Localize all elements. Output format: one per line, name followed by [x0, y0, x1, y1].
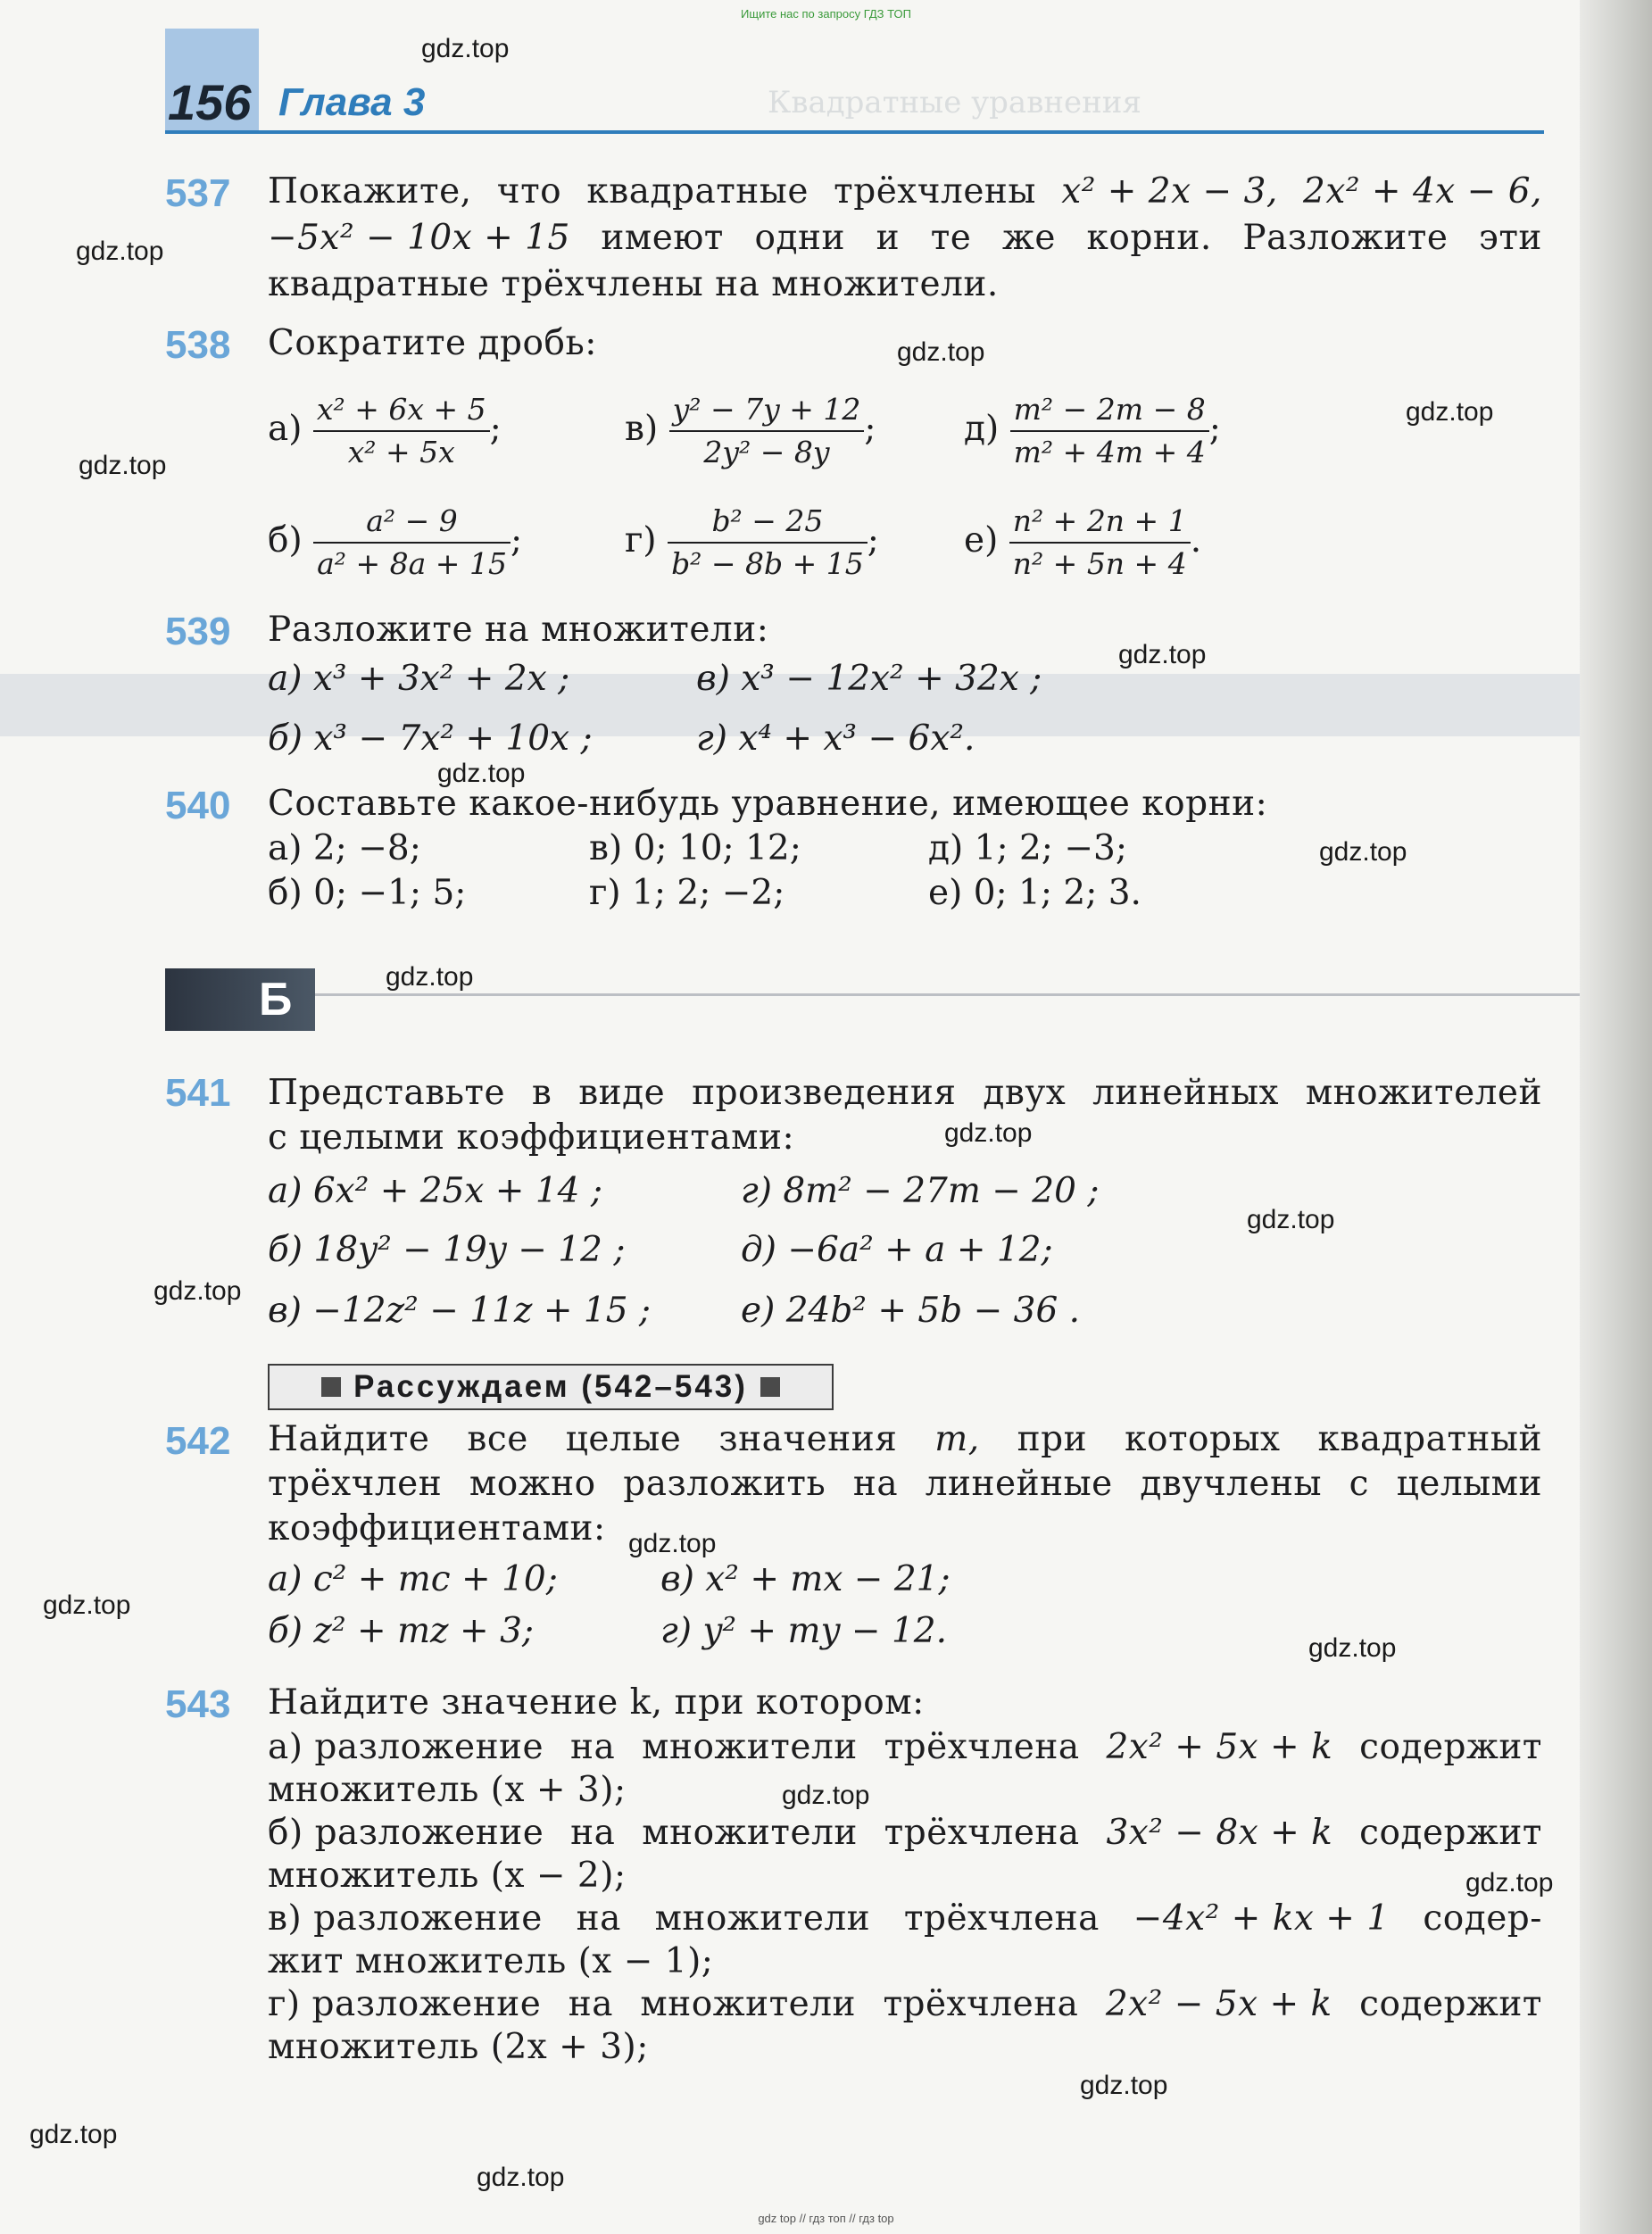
text-line	[268, 1984, 1542, 2027]
word: на	[568, 1984, 613, 2024]
problem-number: 541	[165, 1071, 231, 1115]
word: трёхчлена	[903, 1898, 1100, 1939]
reasoning-box	[268, 1364, 834, 1410]
watermark-label: gdz.top	[1465, 1868, 1554, 1898]
word: целые	[565, 1419, 682, 1459]
word: трёхчлены	[834, 171, 1036, 212]
watermark-label: gdz.top	[76, 237, 164, 266]
word: трёхчлена	[884, 1813, 1080, 1853]
word: квадратные	[586, 171, 809, 212]
exercise-538-b	[268, 504, 522, 581]
square-marker-icon	[760, 1377, 780, 1397]
exercise-540-d: д) 1; 2; −3;	[928, 828, 1127, 868]
word: содержит	[1359, 1727, 1542, 1767]
fraction	[669, 393, 865, 469]
word: линейных	[1092, 1073, 1279, 1113]
problem-543-items	[268, 1727, 1542, 2070]
exercise-538-a	[268, 393, 502, 469]
section-b-label: Б	[259, 974, 293, 1026]
punct: ;	[489, 408, 502, 449]
watermark-label: gdz.top	[628, 1529, 717, 1558]
exercise-541-d: д) −6a² + a + 12;	[741, 1230, 1053, 1270]
exercise-542-a: а) c² + mc + 10;	[268, 1559, 558, 1599]
word: б) разложение	[268, 1813, 544, 1853]
word: виде	[578, 1073, 666, 1113]
item-label: е)	[964, 519, 999, 561]
text-line: множитель (x − 2);	[268, 1856, 627, 1896]
text-line: жит множитель (x − 1);	[268, 1941, 714, 1981]
denominator: x² + 5x	[347, 434, 455, 469]
word: линейные	[925, 1464, 1113, 1504]
exercise-540-b: б) 0; −1; 5;	[268, 873, 467, 913]
word: которых	[1125, 1419, 1281, 1459]
word: содержит	[1359, 1813, 1542, 1853]
problem-number: 539	[165, 610, 231, 653]
math-variable: m,	[934, 1419, 980, 1459]
word: Покажите,	[268, 171, 472, 212]
page-edge-shadow	[1580, 0, 1652, 2234]
exercise-541-b: б) 18y² − 19y − 12 ;	[268, 1230, 626, 1270]
word: значения	[718, 1419, 898, 1459]
watermark-label: gdz.top	[29, 2120, 118, 2149]
word: корни.	[1086, 218, 1212, 258]
denominator: n² + 5n + 4	[1012, 545, 1187, 581]
word: на	[576, 1898, 621, 1939]
word: трёхчлен	[268, 1464, 443, 1504]
section-divider	[315, 993, 1580, 996]
word: все	[467, 1419, 528, 1459]
watermark-label: gdz.top	[1118, 640, 1207, 669]
text-line	[268, 1464, 1542, 1508]
watermark-label: gdz.top	[1319, 837, 1407, 867]
item-label: а)	[268, 408, 303, 449]
word: г) разложение	[268, 1984, 542, 2024]
math-expression: −5x² − 10x + 15	[268, 218, 570, 258]
exercise-542-v: в) x² + mx − 21;	[660, 1559, 951, 1599]
numerator: a² − 9	[313, 504, 511, 544]
denominator: 2y² − 8y	[703, 434, 830, 469]
problem-number: 540	[165, 784, 231, 827]
punct: ;	[1208, 408, 1221, 449]
numerator: y² − 7y + 12	[669, 393, 865, 432]
exercise-542-g: г) y² + my − 12.	[660, 1611, 947, 1651]
watermark-label: gdz.top	[897, 337, 985, 367]
problem-542	[268, 1419, 1542, 1553]
problem-number: 537	[165, 171, 231, 215]
text-line: множитель (2x + 3);	[268, 2027, 649, 2067]
item-label: г)	[625, 519, 657, 561]
word: с	[1349, 1464, 1370, 1504]
fraction	[1010, 393, 1209, 469]
math-expression: 2x² + 5x + k	[1106, 1727, 1333, 1767]
problem-number: 542	[165, 1419, 231, 1463]
exercise-540-e: е) 0; 1; 2; 3.	[928, 873, 1141, 913]
exercise-539-a: а) x³ + 3x² + 2x ;	[268, 659, 570, 699]
word: в	[531, 1073, 552, 1113]
word: трёхчлена	[884, 1727, 1080, 1767]
fraction	[313, 393, 490, 469]
word: множителей	[1305, 1073, 1542, 1113]
word: содержит	[1359, 1984, 1542, 2024]
word: те	[930, 218, 972, 258]
word: имеют	[601, 218, 724, 258]
word: разложить	[623, 1464, 826, 1504]
word: произведения	[692, 1073, 957, 1113]
text-line	[268, 218, 1542, 264]
problem-title: Разложите на множители:	[268, 610, 769, 650]
punct: ;	[510, 519, 523, 561]
denominator: a² + 8a + 15	[317, 545, 507, 581]
word: двух	[983, 1073, 1067, 1113]
exercise-538-v	[625, 393, 876, 469]
watermark-bottom: gdz top // гдз топ // гдз top	[758, 2212, 894, 2225]
exercise-538-g	[625, 504, 879, 581]
text-line: множитель (x + 3);	[268, 1770, 627, 1810]
word: и	[876, 218, 901, 258]
text-line: с целыми коэффициентами:	[268, 1117, 795, 1158]
word: множители	[642, 1813, 858, 1853]
word: можно	[469, 1464, 596, 1504]
problem-title: Сократите дробь:	[268, 323, 597, 363]
exercise-542-b: б) z² + mz + 3;	[268, 1611, 535, 1651]
exercise-541-g: г) 8m² − 27m − 20 ;	[741, 1171, 1100, 1211]
exercise-539-g: г) x⁴ + x³ − 6x².	[696, 718, 975, 759]
fraction	[668, 504, 868, 581]
exercise-538-d	[964, 393, 1221, 469]
word: Разложите	[1242, 218, 1449, 258]
problem-number: 543	[165, 1682, 231, 1726]
exercise-541-v: в) −12z² − 11z + 15 ;	[268, 1291, 652, 1331]
page-number: 156	[168, 74, 252, 130]
item-label: б)	[268, 519, 303, 561]
watermark-label: gdz.top	[782, 1781, 870, 1810]
word: в) разложение	[268, 1898, 543, 1939]
watermark-label: gdz.top	[1308, 1633, 1397, 1663]
numerator: x² + 6x + 5	[313, 393, 490, 432]
watermark-label: gdz.top	[1406, 397, 1494, 427]
word: множители	[654, 1898, 871, 1939]
word: Представьте	[268, 1073, 506, 1113]
problem-number: 538	[165, 323, 231, 367]
word: двучлены	[1140, 1464, 1322, 1504]
word: трёхчлена	[883, 1984, 1079, 2024]
word: множители	[642, 1727, 858, 1767]
exercise-539-v: в) x³ − 12x² + 32x ;	[696, 659, 1042, 699]
text-line	[268, 1727, 1542, 1770]
exercise-541-a: а) 6x² + 25x + 14 ;	[268, 1171, 603, 1211]
fraction	[1009, 504, 1191, 581]
watermark-label: gdz.top	[1247, 1205, 1335, 1234]
text-line	[268, 1419, 1542, 1464]
word: на	[570, 1813, 616, 1853]
watermark-top: Ищите нас по запросу ГДЗ ТОП	[741, 7, 911, 21]
word: квадратный	[1317, 1419, 1542, 1459]
word: одни	[754, 218, 845, 258]
square-marker-icon	[321, 1377, 341, 1397]
problem-537	[268, 171, 1542, 311]
problem-title: Составьте какое-нибудь уравнение, имеющее корни:	[268, 784, 1268, 824]
math-expression: 2x² − 5x + k	[1105, 1984, 1332, 2024]
denominator: b² − 8b + 15	[671, 545, 864, 581]
punct: .	[1190, 519, 1202, 561]
punct: ;	[864, 408, 876, 449]
text-line	[268, 171, 1542, 218]
text-line	[268, 1813, 1542, 1856]
word: а) разложение	[268, 1727, 544, 1767]
text-line	[268, 1073, 1542, 1117]
header-rule	[165, 130, 1544, 134]
word: что	[496, 171, 562, 212]
problem-title: Найдите значение k, при котором:	[268, 1682, 925, 1723]
word: содер-	[1423, 1898, 1542, 1939]
item-label: д)	[964, 408, 1000, 449]
punct: ;	[867, 519, 879, 561]
bleed-through-text: Квадратные уравнения	[768, 85, 1141, 120]
watermark-label: gdz.top	[437, 759, 526, 788]
exercise-540-g: г) 1; 2; −2;	[589, 873, 785, 913]
math-expression: 2x² + 4x − 6,	[1303, 171, 1542, 212]
word: при	[1017, 1419, 1088, 1459]
math-expression: 3x² − 8x + k	[1106, 1813, 1333, 1853]
watermark-label: gdz.top	[154, 1276, 242, 1306]
watermark-label: gdz.top	[477, 2163, 565, 2192]
watermark-label: gdz.top	[421, 34, 510, 63]
word: множители	[640, 1984, 857, 2024]
chapter-title: Глава 3	[278, 80, 426, 124]
exercise-539-b: б) x³ − 7x² + 10x ;	[268, 718, 593, 759]
word: на	[570, 1727, 616, 1767]
word: целыми	[1396, 1464, 1542, 1504]
exercise-538-e	[964, 504, 1201, 581]
exercise-540-a: а) 2; −8;	[268, 828, 421, 868]
exercise-540-v: в) 0; 10; 12;	[589, 828, 801, 868]
section-b-marker	[165, 968, 315, 1031]
reasoning-box-label: Рассуждаем (542–543)	[353, 1369, 748, 1404]
watermark-label: gdz.top	[386, 962, 474, 992]
word: же	[1001, 218, 1056, 258]
watermark-label: gdz.top	[944, 1118, 1033, 1148]
item-label: в)	[625, 408, 659, 449]
word: на	[852, 1464, 899, 1504]
numerator: n² + 2n + 1	[1009, 504, 1191, 544]
math-expression: x² + 2x − 3,	[1061, 171, 1278, 212]
text-line: коэффициентами:	[268, 1508, 606, 1549]
math-expression: −4x² + kx + 1	[1133, 1898, 1390, 1939]
text-line: квадратные трёхчлены на множители.	[268, 264, 999, 304]
denominator: m² + 4m + 4	[1013, 434, 1206, 469]
watermark-label: gdz.top	[43, 1590, 131, 1620]
word: Найдите	[268, 1419, 430, 1459]
numerator: m² − 2m − 8	[1010, 393, 1209, 432]
exercise-541-e: е) 24b² + 5b − 36 .	[741, 1291, 1081, 1331]
word: эти	[1479, 218, 1542, 258]
problem-541	[268, 1073, 1542, 1162]
fraction	[313, 504, 511, 581]
watermark-label: gdz.top	[79, 451, 167, 480]
text-line	[268, 1898, 1542, 1941]
numerator: b² − 25	[668, 504, 868, 544]
watermark-label: gdz.top	[1080, 2071, 1168, 2100]
